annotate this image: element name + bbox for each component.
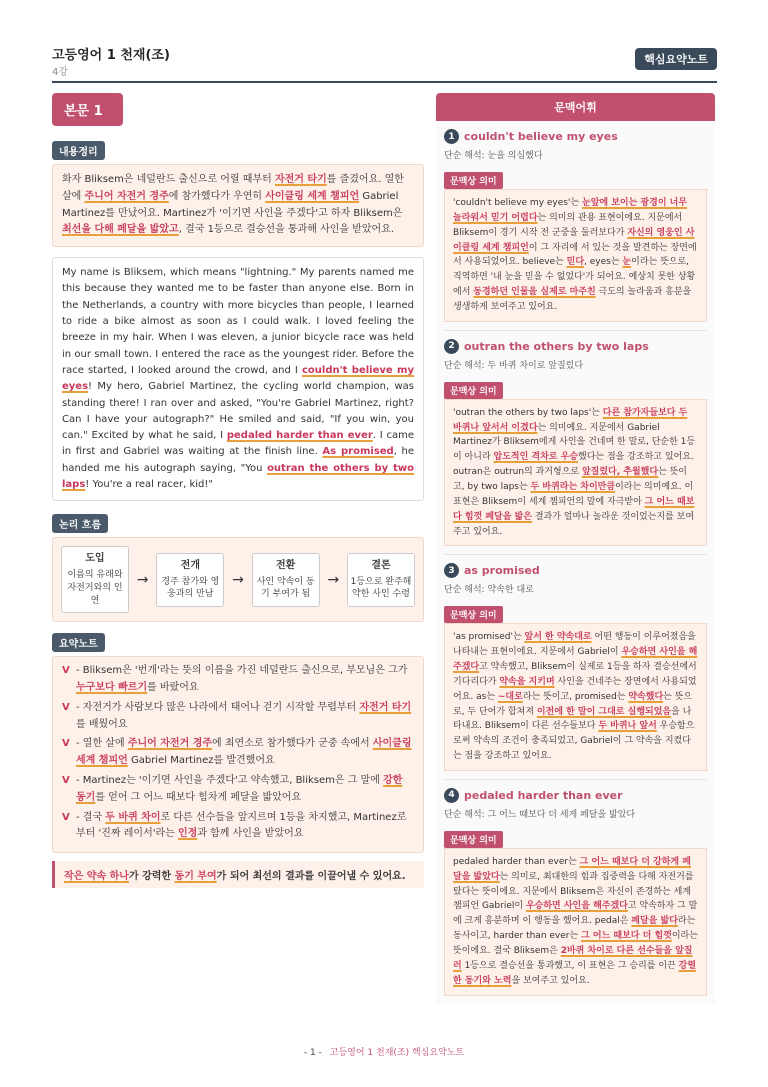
context-highlight: 다른 참가자들보다 두 바퀴나 앞서서 이겼다 — [453, 407, 688, 433]
simple-meaning: 두 바퀴 차이로 앞질렀다 — [487, 360, 584, 371]
context-text: , eyes는 — [584, 257, 623, 268]
check-mark-icon: V — [62, 701, 70, 713]
vocab-phrase: couldn't believe my eyes — [464, 130, 618, 143]
story-highlight: outran the others by two laps — [62, 462, 414, 491]
conclusion-highlight: 동기 부여 — [174, 871, 217, 883]
note-text: - 결국 — [76, 811, 106, 823]
summary-text: 를 즐겼어요. 열한 살에 — [62, 174, 404, 202]
flow-step-development — [156, 553, 224, 607]
page-number: - 1 - — [303, 1048, 322, 1058]
note-highlight: 강한 동기 — [76, 774, 403, 803]
vocab-phrase: as promised — [464, 564, 540, 578]
context-text: pedaled harder than ever는 — [453, 856, 580, 867]
item-number-badge: 2 — [444, 339, 459, 354]
summary-text: , 결국 1등으로 결승선을 통과해 사인을 받았어요. — [178, 224, 395, 236]
note-type-badge: 핵심요약노트 — [635, 48, 717, 70]
vocab-phrase: outran the others by two laps — [464, 339, 649, 353]
check-mark-icon: V — [62, 738, 70, 750]
story-text: My name is Bliksem, which means "lightning." My parents named me this because they wanted me to be faster than anyone else. Born in the Netherlands, a country with more bicycles than people, I learned to ride a bike almost as soon as I could walk. I loved feeling the breeze in my hair. When I was eleven, a junior bicycle race was held in our small town. I entered the race as the youngest rider. Before the race started, I looked around the crowd, and I — [62, 267, 414, 376]
summary-highlight: 최선을 다해 페달을 밟았고 — [62, 224, 179, 236]
context-highlight: 그 어느 때보다 힘껏 페달을 밟은 — [453, 496, 695, 522]
context-text: 는 뜻이고, by two laps는 — [453, 467, 688, 492]
story-text: . I came in first and Gabriel was waiting at the finish line. — [62, 430, 414, 458]
summary-highlight: 자전거 타기 — [274, 174, 327, 185]
story-highlight: pedaled harder than ever — [226, 430, 373, 442]
context-highlight: 이전에 한 말이 그대로 실행되었음 — [536, 706, 672, 717]
context-highlight: 2바퀴 차이로 다른 선수들을 앞질러 — [453, 946, 693, 971]
flow-step-intro — [61, 546, 129, 613]
flow-step-head: 전개 — [180, 559, 200, 571]
context-highlight: 그 어느 때보다 더 강하게 페달을 밟았다 — [453, 856, 691, 882]
simple-label: 단순 해석: — [444, 360, 488, 371]
context-text: 이 그 자리에 서 있는 것을 발견하는 장면에서 사용되었어요. believe는 — [453, 242, 697, 268]
conclusion-banner — [52, 861, 424, 888]
context-vocab-panel — [436, 93, 715, 1004]
lesson-number: 4강 — [52, 67, 69, 78]
context-highlight: 압도적인 격차로 우승 — [493, 452, 579, 463]
check-mark-icon: V — [62, 665, 70, 677]
context-highlight: 약속을 지키며 — [499, 676, 555, 687]
flow-label: 논리 흐름 — [52, 514, 108, 533]
context-highlight: 눈 — [622, 257, 632, 268]
context-text: 고 약속했고, Bliksem이 실제로 1등을 하자 결승선에서 기다리다가 — [453, 662, 697, 687]
page-footer — [0, 1045, 768, 1058]
summary-highlight: 주니어 자전거 경주 — [84, 190, 169, 202]
context-text: 는 뜻으로, 두 단어가 합쳐져 — [453, 691, 693, 717]
summary-text: 에 참가했다가 우연히 — [168, 190, 266, 202]
arrow-right-icon: → — [232, 571, 244, 588]
summary-box — [52, 164, 424, 247]
context-text: 'couldn't believe my eyes'는 — [453, 198, 582, 208]
flow-step-turn — [252, 553, 320, 607]
item-number-badge: 1 — [444, 129, 459, 144]
story-highlight: couldn't believe my eyes — [62, 364, 414, 393]
simple-meaning: 그 어느 때보다 더 세게 페달을 밟았다 — [487, 809, 636, 820]
arrow-right-icon: → — [136, 571, 149, 588]
summary-label: 내용정리 — [52, 141, 105, 160]
story-text-box — [52, 257, 424, 501]
simple-label: 단순 해석: — [444, 585, 488, 596]
note-text: - 자전거가 사람보다 많은 나라에서 태어나 걷기 시작할 무렵부터 — [76, 701, 360, 713]
header-divider — [52, 81, 717, 83]
context-text: 는 의미예요. 지문에서 Gabriel Martinez가 Bliksem에게 사인을 건네며 한 말로, 단순한 1등이 아니라 — [453, 422, 696, 463]
note-item — [62, 700, 414, 734]
simple-meaning: 눈을 의심했다 — [487, 151, 543, 161]
context-explanation — [444, 189, 707, 322]
note-item — [62, 810, 414, 844]
context-highlight: 약속했다 — [628, 691, 664, 702]
note-text: 과 함께 사인을 받았어요 — [197, 828, 304, 840]
story-highlight: As promised — [322, 446, 394, 458]
note-highlight: 인정 — [177, 828, 198, 840]
note-text: Gabriel Martinez를 발견했어요 — [127, 755, 275, 767]
check-mark-icon: V — [62, 811, 70, 823]
note-text: - Bliksem은 '번개'라는 뜻의 이름을 가진 네덜란드 출신으로, 부모님은 그가 — [76, 665, 408, 677]
context-explanation — [444, 623, 707, 771]
summary-text: Gabriel Martinez를 만났어요. Martinez가 '이기면 사인을 주겠다'고 하자 Bliksem은 — [62, 190, 403, 219]
flow-step-head: 전환 — [275, 559, 296, 571]
flow-step-body: 경주 참가와 영웅과의 만남 — [161, 576, 220, 600]
simple-label: 단순 해석: — [444, 151, 488, 161]
flow-step-body: 사인 약속이 동기 부여가 됨 — [256, 576, 315, 600]
summary-highlight: 사이클링 세계 챔피언 — [265, 190, 360, 202]
note-text: 를 바랐어요 — [147, 681, 199, 693]
note-text: 로 다른 선수들을 앞지르며 1등을 차지했고, Martinez로부터 '진짜 레이서'라는 — [76, 811, 407, 840]
context-highlight: 우승하면 사인을 해주겠다 — [525, 901, 628, 912]
vocab-item — [444, 330, 707, 555]
vocab-item — [444, 779, 707, 1004]
context-text: 는 의미로, 최대한의 힘과 집중력을 다해 자전거를 탔다는 뜻이에요. 지문에서 Bliksem은 자신이 존경하는 세계 챔피언 Gabriel이 — [453, 871, 694, 912]
flow-step-head: 도입 — [85, 553, 105, 565]
left-column — [52, 93, 424, 888]
context-highlight: 눈앞에 보이는 광경이 너무 놀라워서 믿기 어렵다 — [453, 198, 688, 223]
item-number-badge: 4 — [444, 788, 459, 803]
footer-caption: 고등영어 1 천재(조) 핵심요약노트 — [329, 1048, 465, 1058]
arrow-right-icon: → — [327, 571, 340, 588]
context-label: 문맥상 의미 — [444, 382, 503, 399]
context-text: 이라는 뜻이에요. 결국 Bliksem은 — [453, 931, 698, 956]
note-highlight: 자전거 타기 — [359, 701, 412, 713]
context-explanation — [444, 399, 707, 547]
context-text: 'outran the others by two laps'는 — [453, 407, 603, 418]
note-item — [62, 663, 414, 697]
vocab-item — [444, 554, 707, 779]
context-highlight: 동경하던 인물을 실제로 마주친 — [473, 287, 596, 298]
item-number-badge: 3 — [444, 563, 459, 578]
context-highlight: 앞질렀다, 추월했다 — [581, 467, 659, 478]
context-highlight: 믿다 — [566, 257, 585, 268]
vocab-phrase: pedaled harder than ever — [464, 788, 623, 802]
conclusion-text: 가 되어 최선의 결과를 이끌어낼 수 있어요. — [216, 871, 406, 883]
note-text: 를 얻어 그 어느 때보다 힘차게 페달을 밟았어요 — [95, 791, 302, 803]
summary-notes — [52, 656, 424, 853]
context-text: 사인을 건네주는 장면에서 사용되었어요. as는 — [453, 676, 697, 702]
context-label: 문맥상 의미 — [444, 172, 503, 189]
context-highlight: 자신의 영웅인 사이클링 세계 챔피언 — [453, 227, 695, 253]
context-highlight: 두 바퀴라는 차이만큼 — [530, 481, 616, 492]
notes-label: 요약노트 — [52, 633, 105, 652]
context-text: 는 의미의 관용 표현이에요. 지문에서 Bliksem이 경기 시작 전 군중을 둘러보다가 — [453, 212, 683, 238]
context-text: 을 보여주고 있어요. — [511, 975, 590, 986]
story-text: , he handed me his autograph saying, "You — [62, 446, 415, 474]
context-text: 라는 뜻이고, promised는 — [522, 691, 629, 702]
vocab-panel-title: 문맥어휘 — [436, 93, 715, 121]
note-highlight: 주니어 자전거 경주 — [127, 738, 213, 750]
note-text: 를 배웠어요 — [76, 718, 128, 730]
section-pill: 본문 1 — [52, 93, 123, 126]
story-text: ! You're a real racer, kid!" — [85, 479, 214, 491]
context-text: 을 나타내요. Bliksem이 다른 선수들보다 — [453, 706, 692, 732]
summary-text: 화자 Bliksem은 네덜란드 출신으로 어릴 때부터 — [62, 174, 275, 185]
check-mark-icon: V — [62, 774, 70, 786]
vocab-item — [444, 121, 707, 330]
context-text: 고 약속하자 그 말에 크게 흥분하며 이 행동을 했어요. pedal은 — [453, 901, 698, 927]
context-highlight: ~대로 — [497, 691, 523, 702]
simple-label: 단순 해석: — [444, 809, 488, 820]
context-text: 1등으로 결승선을 통과했고, 이 표현은 그 승리를 이끈 — [461, 960, 679, 971]
context-text: 이라는 뜻으로, 직역하면 '내 눈을 믿을 수 없었다'가 되어요. 예상치 못한 상황에서 — [453, 257, 696, 298]
context-text: 우승함으로써 약속의 조건이 충족되었고, Gabriel이 그 약속을 지켰다는 점을 강조하고 있어요. — [453, 721, 695, 762]
flow-step-body: 1등으로 완주해 약한 사인 수령 — [350, 576, 412, 600]
note-highlight: 두 바퀴 차이 — [105, 811, 161, 823]
context-highlight: 그 어느 때보다 더 힘껏 — [581, 931, 672, 942]
note-text: - Martinez는 '이기면 사인을 주겠다'고 약속했고, Bliksem은 그 말에 — [76, 774, 384, 786]
context-text: 했다는 점을 강조하고 있어요. outran은 outrun의 과거형으로 — [453, 452, 694, 478]
note-highlight: 사이클링 세계 챔피언 — [76, 738, 412, 767]
context-highlight: 우승하면 사인을 해주겠다 — [453, 647, 698, 673]
conclusion-text: 가 강력한 — [128, 871, 175, 883]
context-highlight: 페달을 밟다 — [631, 916, 678, 927]
context-text: 이라는 의미예요. 이 표현은 Bliksem이 세계 챔피언의 말에 자극받아 — [453, 481, 694, 507]
flow-step-body: 이름의 유래와 자전거와의 인연 — [67, 570, 123, 606]
document-title: 고등영어 1 천재(조) — [52, 48, 170, 63]
context-text: 결과가 얼마나 놀라운 것이었는지를 보여주고 있어요. — [453, 511, 695, 537]
context-label: 문맥상 의미 — [444, 606, 503, 623]
logic-flow — [52, 537, 424, 622]
context-highlight: 앞서 한 약속대로 — [524, 632, 592, 643]
context-text: 'as promised'는 — [453, 632, 525, 643]
note-highlight: 누구보다 빠르기 — [76, 681, 148, 693]
context-label: 문맥상 의미 — [444, 831, 503, 848]
simple-meaning: 약속한 대로 — [487, 585, 534, 596]
context-text: 라는 동사이고, harder than ever는 — [453, 916, 696, 942]
conclusion-highlight: 작은 약속 하나 — [64, 871, 129, 883]
vocab-list — [436, 121, 715, 1004]
note-item — [62, 773, 414, 807]
note-text: - 열한 살에 — [76, 738, 128, 750]
context-text: 어떤 행동이 이루어졌음을 나타내는 표현이에요. 지문에서 Gabriel이 — [453, 632, 696, 658]
note-item — [62, 736, 414, 770]
flow-step-head: 결론 — [371, 559, 391, 571]
note-text: 에 최연소로 참가했다가 군중 속에서 — [212, 738, 373, 750]
context-explanation — [444, 848, 707, 996]
context-highlight: 강렬한 동기와 노력 — [453, 960, 697, 986]
context-text: 극도의 놀라움과 흥분을 생생하게 보여주고 있어요. — [453, 287, 692, 312]
story-text: ! My hero, Gabriel Martinez, the cycling world champion, was standing there! I ran over and asked, "You're Gabriel Martinez, right? Can I have your autograph?" He smiled and said, "If you win, you can." Excited by what he said, I — [62, 381, 414, 442]
flow-step-conclusion — [347, 553, 415, 607]
context-highlight: 두 바퀴나 앞서 — [598, 721, 657, 732]
